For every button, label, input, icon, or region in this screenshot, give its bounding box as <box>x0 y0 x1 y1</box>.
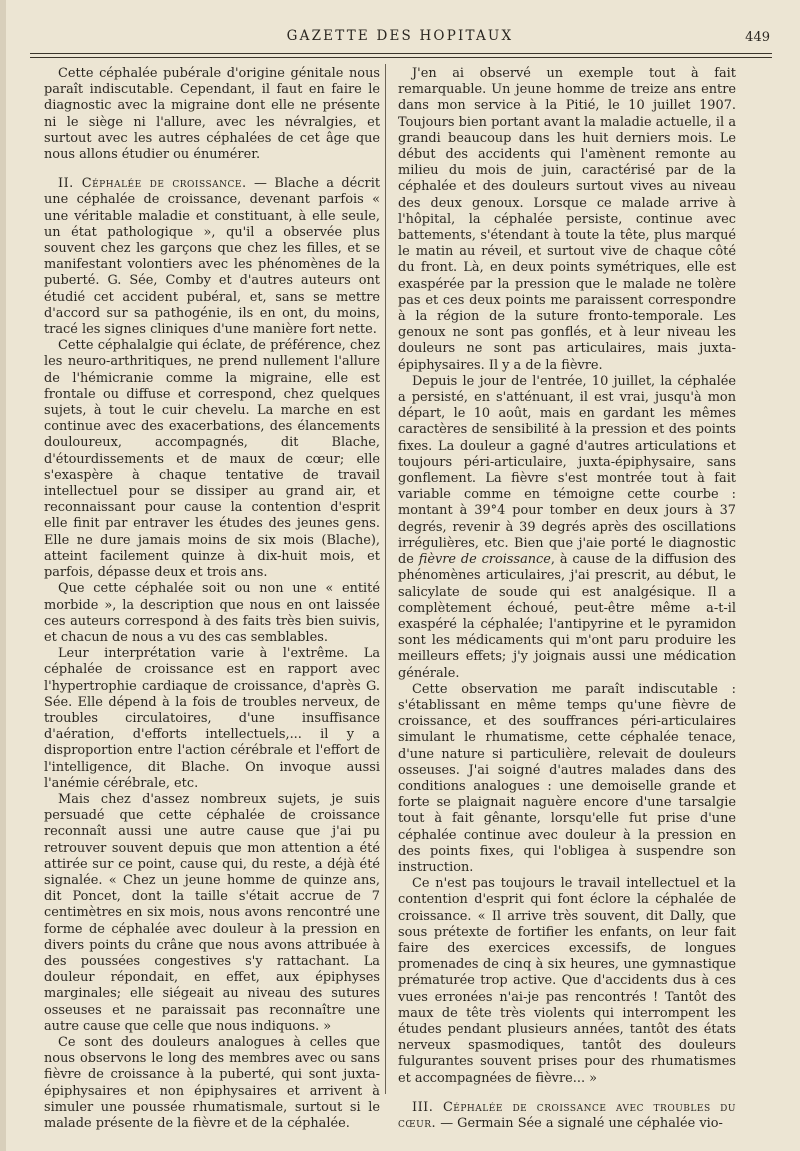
paragraph <box>398 374 736 682</box>
section-paragraph <box>44 176 380 338</box>
paragraph: Ce n'est pas toujours le travail intellectuel et la contention d'esprit qui font éclore la céphalée de croissance. « Il arrive très souvent, dit Dally, que sous prétexte de fortifier les enfants, on leur fait faire des exercices excessifs, de longues promenades de cinq à six heures, une gymnastique prématurée trop active. Que d'accidents dus à ces vues erronées n'ai-je pas rencontrés ! Tantôt des maux de tête très violents qui interrompent les études pendant plusieurs années, tantôt des états nerveux spasmodiques, tantôt des douleurs fulgurantes souvent prises pour des rhumatismes et accompagnées de fièvre... » <box>398 876 736 1086</box>
paragraph: Cette céphalalgie qui éclate, de préférence, chez les neuro-arthritiques, ne prend nullement l'allure de l'hémicranie comme la migraine, elle est frontale ou diffuse et correspond, chez quelques sujets, à tout le cuir chevelu. La marche en est continue avec des exacerbations, des élancements douloureux, accompagnés, dit Blache, d'étourdissements et de maux de cœur; elle s'exaspère à chaque tentative de travail intellectuel pour se dissiper au grand air, et reconnaissant pour cause la contention d'esprit elle finit par entraver les études des jeunes gens. Elle ne dure jamais moins de six mois (Blache), atteint facilement quinze à dix-huit mois, et parfois, dépasse deux et trois ans. <box>44 338 380 581</box>
left-column <box>44 66 380 1132</box>
paragraph: J'en ai observé un exemple tout à fait remarquable. Un jeune homme de treize ans entre dans mon service à la Pitié, le 10 juillet 1907. Toujours bien portant avant la maladie actuelle, il a grandi beaucoup dans les huit derniers mois. Le début des accidents qui l'amènent remonte au milieu du mois de juin, caractérisé par de la céphalée et des douleurs surtout vives au niveau des deux genoux. Lorsque ce malade arrive à l'hôpital, la céphalée persiste, continue avec battements, s'étendant à toute la tête, plus marqué le matin au réveil, et surtout vive de chaque côté du front. Là, en deux points symétriques, elle est exaspérée par la pression que le malade ne tolère pas et ces deux points me paraissent correspondre à la région de la suture fronto-temporale. Les genoux ne sont pas gonflés, et à leur niveau les douleurs ne sont pas articulaires, mais juxta-épiphysaires. Il y a de la fièvre. <box>398 66 736 373</box>
section-text: — Germain Sée a signalé une céphalée vio- <box>436 1116 723 1131</box>
paragraph: Mais chez d'assez nombreux sujets, je suis persuadé que cette céphalée de croissance reconnaît aussi une autre cause que j'ai pu retrouver souvent depuis que mon attention a été attirée sur ce point, cause qui, du reste, a déjà été signalée. « Chez un jeune homme de quinze ans, dit Poncet, dont la taille s'était accrue de 7 centimètres en six mois, nous avons rencontré une forme de céphalée avec douleur à la pression en divers points du crâne que nous avons attribuée à des poussées congestives s'y rattachant. La douleur répondait, en effet, aux épiphyses marginales; elle siégeait au niveau des sutures osseuses et ne paraissait pas reconnaître une autre cause que celle que nous indiquons. » <box>44 791 380 1034</box>
page-spine-shadow <box>0 0 6 1151</box>
section-heading: III. Céphalée de croissance avec troubles du cœur. <box>398 1099 736 1131</box>
section-paragraph <box>398 1100 736 1132</box>
text-run: , à cause de la diffusion des phénomènes articulaires, j'ai prescrit, au début, le salicylate de soude qui est analgésique. Il a complètement échoué, peut-être même a-t-il exaspéré la céphalée; l'antipyrine et le pyramidon sont les médicaments qui m'ont paru produire les meilleurs effets; j'y joignais aussi une médication générale. <box>398 552 736 681</box>
page-number: 449 <box>745 30 770 45</box>
italic-term: fièvre de croissance <box>418 552 551 568</box>
paragraph: Que cette céphalée soit ou non une « entité morbide », la description que nous en ont laissée ces auteurs correspond à des faits très bien suivis, et chacun de nous a vu des cas semblables. <box>44 581 380 645</box>
section-heading: II. Céphalée de croissance. <box>58 176 247 192</box>
right-column <box>398 66 736 1132</box>
header-rule-top <box>30 53 772 54</box>
column-divider <box>385 64 386 1094</box>
running-header <box>30 28 770 50</box>
text-run: Depuis le jour de l'entrée, 10 juillet, la céphalée a persisté, en s'atténuant, il est vrai, jusqu'à mon départ, le 10 août, mais en gardant les mêmes caractères de sensibilité à la pression et des points fixes. La douleur a gagné d'autres articulations et toujours péri-articulaire, juxta-épiphysaire, sans gonflement. La fièvre s'est montrée tout à fait variable comme en témoigne cette courbe : montant à 39°4 pour tomber en deux jours à 37 degrés, revenir à 39 degrés après des oscillations irrégulières, etc. Bien que j'aie porté le diagnostic de <box>398 373 736 568</box>
paragraph: Ce sont des douleurs analogues à celles que nous observons le long des membres avec ou sans fièvre de croissance à la puberté, qui sont juxta-épiphysaires et non épiphysaires et arrivent à simuler une poussée rhumatismale, surtout si le malade présente de la fièvre et de la céphalée. <box>44 1034 380 1131</box>
paragraph: Cette observation me paraît indiscutable : s'établissant en même temps qu'une fièvre de croissance, et des souffrances péri-articulaires simulant le rhumatisme, cette céphalée tenace, d'une nature si particulière, relevait de douleurs osseuses. J'ai soigné d'autres malades dans des conditions analogues : une demoiselle grande et forte se plaignait naguère encore d'une tarsalgie tout à fait gênante, lorsqu'elle fut prise d'une céphalée continue avec douleur à la pression en des points fixes, qui l'obligea à suspendre son instruction. <box>398 681 736 875</box>
header-rule-bottom <box>30 57 772 58</box>
paragraph: Cette céphalée pubérale d'origine génitale nous paraît indiscutable. Cependant, il faut en faire le diagnostic avec la migraine dont elle ne présente ni le siège ni l'allure, avec les névralgies, et surtout avec les autres céphalées de cet âge que nous allons étudier ou énumérer. <box>44 66 380 163</box>
journal-title: GAZETTE DES HOPITAUX <box>286 28 514 44</box>
section-text: — Blache a décrit une céphalée de croissance, devenant parfois « une véritable maladie et constituant, à elle seule, un état pathologique », qu'il a observée plus souvent chez les garçons que chez les filles, et se manifestant volontiers avec les phénomènes de la puberté. G. Sée, Comby et d'autres auteurs ont étudié cet accident pubéral, et, sans se mettre d'accord sur sa pathogénie, ils en ont, du moins, tracé les signes cliniques d'une manière fort nette. <box>44 176 380 338</box>
paragraph: Leur interprétation varie à l'extrême. La céphalée de croissance est en rapport avec l'hypertrophie cardiaque de croissance, d'après G. Sée. Elle dépend à la fois de troubles nerveux, de troubles circulatoires, d'une insuffisance d'aération, d'efforts intellectuels,... il y a disproportion entre l'action cérébrale et l'effort de l'intelligence, dit Blache. On invoque aussi l'anémie cérébrale, etc. <box>44 646 380 791</box>
